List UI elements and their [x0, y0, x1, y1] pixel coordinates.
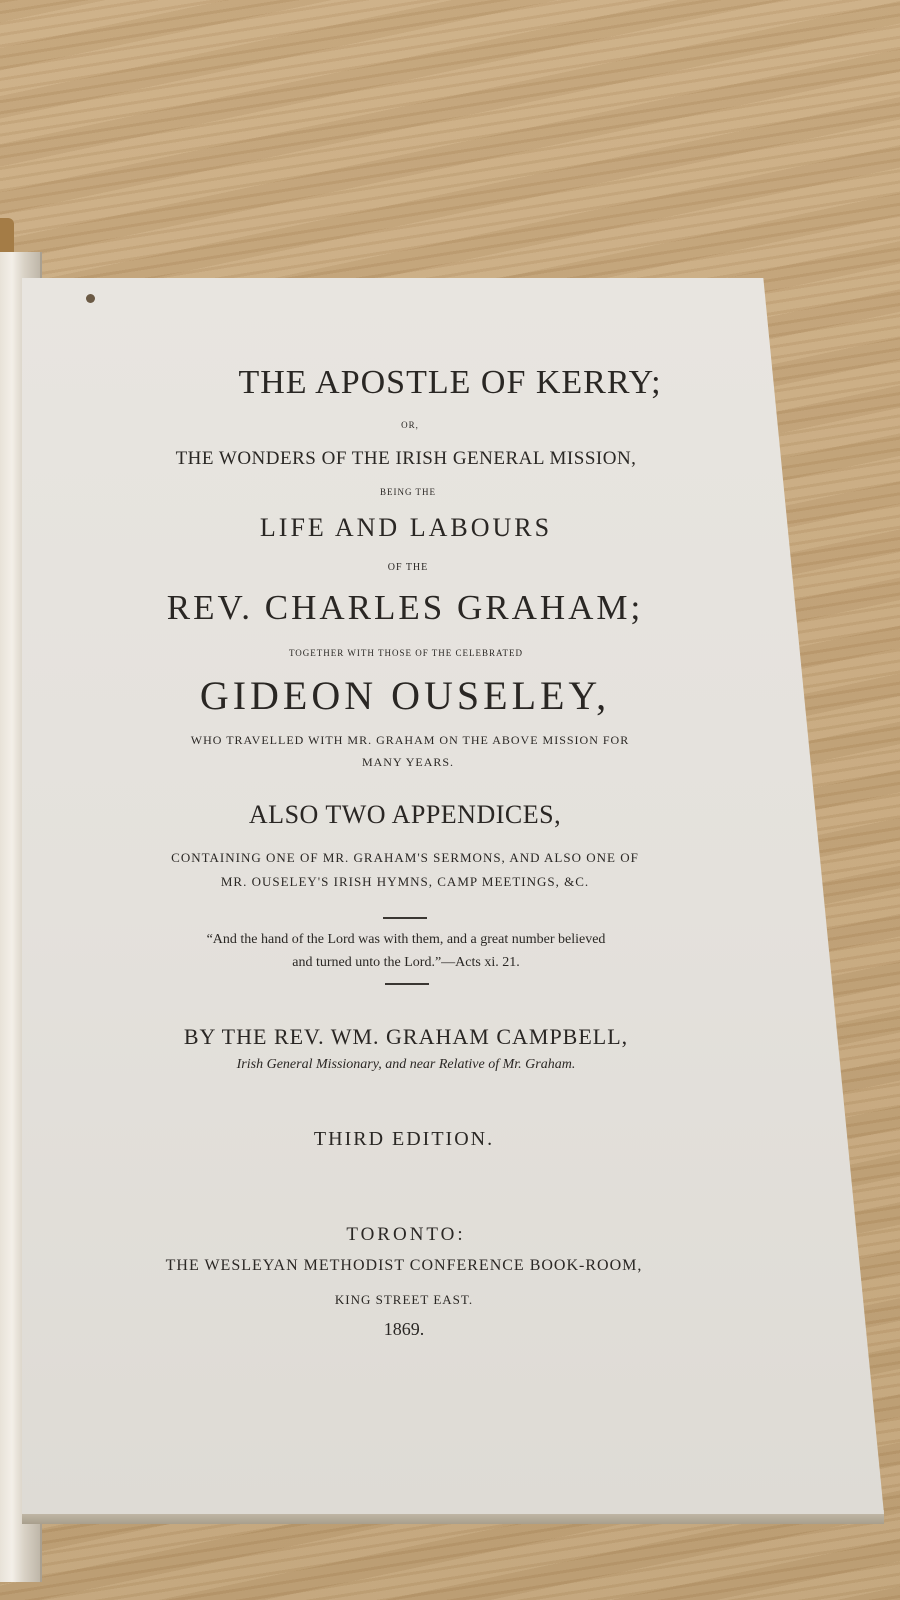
publication-year: 1869. [383, 1319, 425, 1339]
subject-name: REV. CHARLES GRAHAM; [166, 588, 644, 627]
page-spot [86, 294, 95, 303]
appendices-line-2: MR. OUSELEY'S IRISH HYMNS, CAMP MEETINGS, &C. [220, 874, 590, 889]
publisher-address: KING STREET EAST. [334, 1292, 474, 1307]
together-with-line: TOGETHER WITH THOSE OF THE CELEBRATED [288, 648, 524, 658]
life-and-labours-heading: LIFE AND LABOURS [259, 513, 553, 542]
appendices-line-1: CONTAINING ONE OF MR. GRAHAM'S SERMONS, AND ALSO ONE OF [171, 850, 639, 865]
edition-line: THIRD EDITION. [313, 1128, 495, 1150]
or-line: OR, [401, 420, 419, 430]
scripture-quote-line-2: and turned unto the Lord.”—Acts xi. 21. [292, 955, 520, 970]
divider-rule-bottom [385, 983, 429, 985]
being-the-line: BEING THE [379, 487, 437, 497]
second-subject-name: GIDEON OUSELEY, [199, 673, 611, 718]
of-the-line: OF THE [387, 562, 429, 573]
author-line: BY THE REV. WM. GRAHAM CAMPBELL, [183, 1024, 629, 1049]
book-subtitle: THE WONDERS OF THE IRISH GENERAL MISSION, [175, 448, 637, 469]
travelled-line-1: WHO TRAVELLED WITH MR. GRAHAM ON THE ABOVE MISSION FOR [190, 733, 630, 747]
appendices-heading: ALSO TWO APPENDICES, [248, 800, 562, 829]
publisher-name: THE WESLEYAN METHODIST CONFERENCE BOOK-ROOM, [165, 1257, 643, 1274]
book-title: THE APOSTLE OF KERRY; [238, 364, 662, 401]
author-note: Irish General Missionary, and near Relative of Mr. Graham. [236, 1057, 576, 1072]
publication-city: TORONTO: [346, 1224, 466, 1245]
travelled-line-2: MANY YEARS. [361, 755, 455, 769]
divider-rule-top [383, 917, 427, 919]
scripture-quote-line-1: “And the hand of the Lord was with them, and a great number believed [206, 932, 606, 947]
book-spine-cap [0, 218, 14, 254]
